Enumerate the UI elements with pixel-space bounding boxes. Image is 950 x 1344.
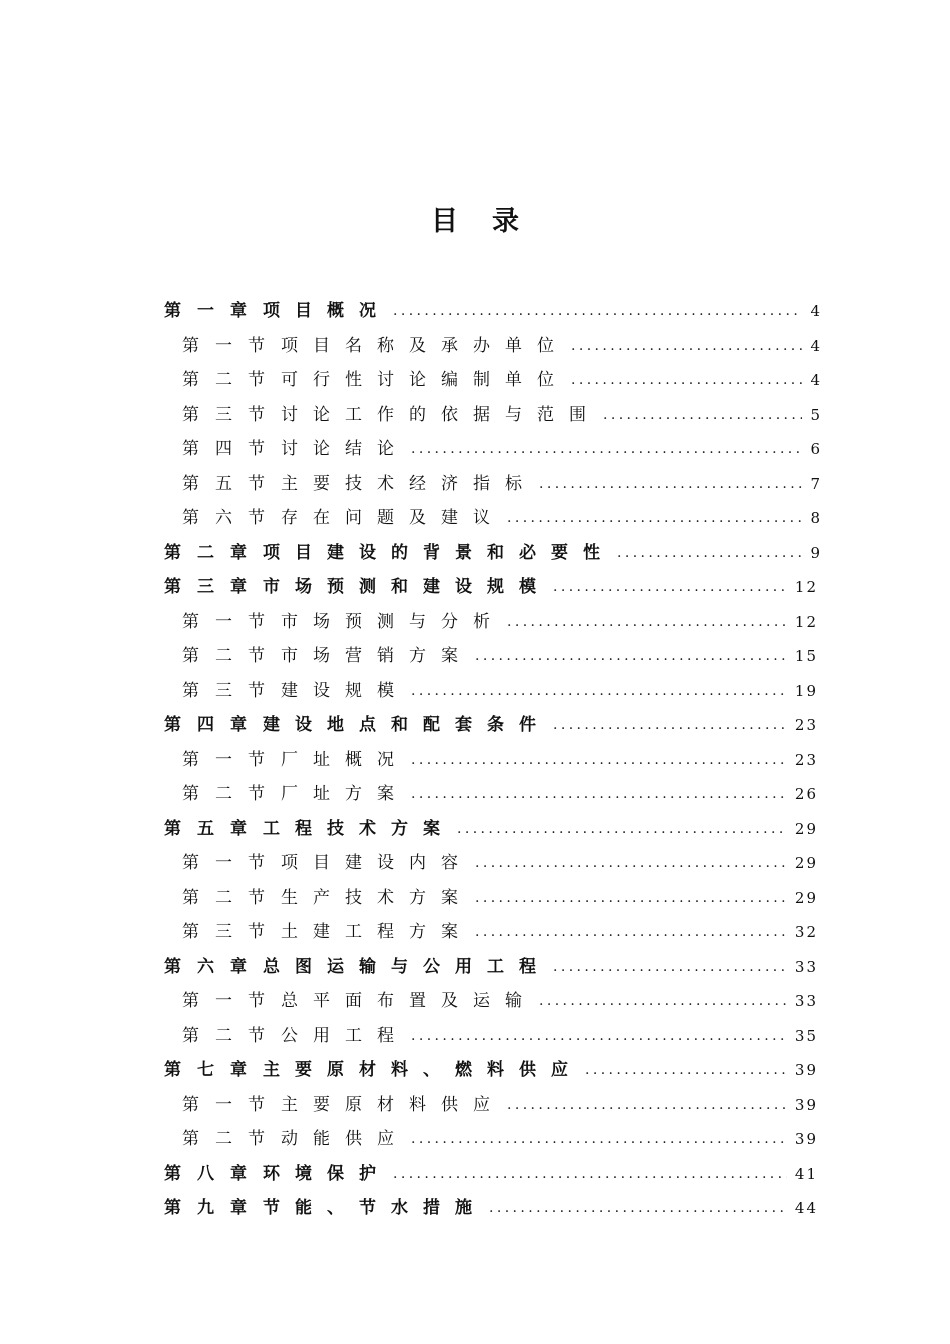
section-heading: 土建工程方案 — [281, 922, 473, 942]
section-number: 第四节 — [182, 439, 281, 459]
section-number: 第二节 — [182, 1025, 281, 1046]
dot-leader — [539, 469, 802, 499]
toc-entry-section[interactable] — [182, 1021, 818, 1051]
page-number: 29 — [794, 819, 818, 838]
section-heading: 动能供应 — [281, 1129, 409, 1149]
dot-leader — [489, 1193, 787, 1223]
section-number: 第六节 — [182, 508, 281, 528]
section-heading: 讨论结论 — [281, 439, 409, 459]
toc-entry-section[interactable] — [182, 986, 818, 1016]
toc-entry-section[interactable] — [182, 1124, 818, 1154]
dot-leader — [571, 365, 802, 395]
toc-entry-section[interactable] — [182, 641, 818, 671]
dot-leader — [585, 1055, 787, 1085]
toc-entry-section[interactable] — [182, 400, 822, 430]
section-heading: 可行性讨论编制单位 — [281, 370, 569, 390]
dot-leader — [571, 331, 802, 361]
chapter-heading: 环境保护 — [263, 1163, 391, 1184]
dot-leader — [507, 503, 802, 533]
chapter-heading: 建设地点和配套条件 — [263, 715, 551, 735]
section-number: 第二节 — [182, 887, 281, 908]
page-number: 4 — [810, 302, 822, 320]
section-heading: 公用工程 — [281, 1025, 409, 1046]
section-number: 第三节 — [182, 404, 281, 425]
dot-leader — [411, 1124, 787, 1154]
chapter-heading: 总图运输与公用工程 — [263, 956, 551, 977]
page-number: 7 — [810, 474, 822, 493]
chapter-heading: 主要原材料、燃料供应 — [263, 1060, 583, 1080]
section-heading: 市场预测与分析 — [281, 611, 505, 632]
chapter-number: 第九章 — [164, 1198, 263, 1218]
dot-leader — [411, 434, 802, 464]
section-heading: 存在问题及建议 — [281, 508, 505, 528]
page-number: 33 — [794, 957, 818, 976]
dot-leader — [393, 1159, 787, 1189]
toc-entry-section[interactable] — [182, 917, 818, 947]
page-number: 41 — [794, 1164, 818, 1183]
page-number: 5 — [810, 405, 822, 424]
toc-entry-section[interactable] — [182, 607, 818, 637]
dot-leader — [411, 745, 787, 775]
page-number: 23 — [794, 716, 818, 734]
page-number: 26 — [794, 785, 818, 803]
section-heading: 主要原材料供应 — [281, 1094, 505, 1115]
toc-entry-chapter[interactable] — [164, 1055, 818, 1085]
section-heading: 厂址概况 — [281, 749, 409, 770]
section-number: 第一节 — [182, 749, 281, 770]
toc-entry-section[interactable] — [182, 434, 822, 464]
section-heading: 项目名称及承办单位 — [281, 335, 569, 356]
page-number: 39 — [794, 1130, 818, 1148]
page-number: 29 — [794, 854, 818, 872]
page-number: 8 — [810, 509, 822, 527]
dot-leader — [507, 607, 787, 637]
dot-leader — [411, 1021, 787, 1051]
chapter-number: 第八章 — [164, 1163, 263, 1184]
dot-leader — [457, 814, 787, 844]
dot-leader — [553, 710, 787, 740]
page-number: 29 — [794, 888, 818, 907]
toc-entry-section[interactable] — [182, 848, 818, 878]
page-number: 32 — [794, 923, 818, 941]
chapter-number: 第四章 — [164, 715, 263, 735]
dot-leader — [475, 641, 787, 671]
toc-entry-section[interactable] — [182, 676, 818, 706]
chapter-heading: 市场预测和建设规模 — [263, 577, 551, 597]
section-number: 第二节 — [182, 370, 281, 390]
chapter-number: 第一章 — [164, 301, 263, 321]
page-number: 39 — [794, 1095, 818, 1114]
section-heading: 市场营销方案 — [281, 646, 473, 666]
chapter-number: 第二章 — [164, 542, 263, 563]
section-heading: 总平面布置及运输 — [281, 991, 537, 1011]
chapter-heading: 工程技术方案 — [263, 818, 455, 839]
page-number: 39 — [794, 1061, 818, 1079]
section-number: 第一节 — [182, 611, 281, 632]
page-number: 33 — [794, 992, 818, 1010]
section-number: 第一节 — [182, 853, 281, 873]
dot-leader — [411, 676, 787, 706]
section-heading: 主要技术经济指标 — [281, 473, 537, 494]
page-number: 4 — [810, 336, 822, 355]
toc-entry-chapter[interactable] — [164, 1159, 818, 1189]
page-number: 6 — [810, 440, 822, 458]
toc-entry-section[interactable] — [182, 883, 818, 913]
section-heading: 讨论工作的依据与范围 — [281, 404, 601, 425]
page-number: 12 — [794, 578, 818, 596]
dot-leader — [507, 1090, 787, 1120]
section-heading: 建设规模 — [281, 680, 409, 701]
section-heading: 厂址方案 — [281, 784, 409, 804]
toc-entry-chapter[interactable] — [164, 296, 822, 326]
section-number: 第三节 — [182, 922, 281, 942]
page-number: 12 — [794, 612, 818, 631]
toc-entry-chapter[interactable] — [164, 538, 822, 568]
chapter-heading: 项目概况 — [263, 301, 391, 321]
section-number: 第五节 — [182, 473, 281, 494]
chapter-number: 第五章 — [164, 818, 263, 839]
page-number: 35 — [794, 1026, 818, 1045]
section-number: 第二节 — [182, 784, 281, 804]
section-heading: 项目建设内容 — [281, 853, 473, 873]
toc-entry-chapter[interactable] — [164, 952, 818, 982]
dot-leader — [411, 779, 787, 809]
dot-leader — [553, 572, 787, 602]
page-number: 15 — [794, 647, 818, 665]
toc-entry-section[interactable] — [182, 469, 822, 499]
toc-entry-chapter[interactable] — [164, 1193, 818, 1223]
dot-leader — [475, 917, 787, 947]
page-number: 4 — [810, 371, 822, 389]
toc-entry-section[interactable] — [182, 365, 822, 395]
section-number: 第一节 — [182, 991, 281, 1011]
dot-leader — [539, 986, 787, 1016]
page-number: 19 — [794, 681, 818, 700]
chapter-number: 第六章 — [164, 956, 263, 977]
dot-leader — [553, 952, 787, 982]
chapter-number: 第七章 — [164, 1060, 263, 1080]
dot-leader — [475, 883, 787, 913]
toc-entry-section[interactable] — [182, 503, 822, 533]
section-number: 第二节 — [182, 1129, 281, 1149]
chapter-number: 第三章 — [164, 577, 263, 597]
toc-entry-chapter[interactable] — [164, 710, 818, 740]
dot-leader — [603, 400, 802, 430]
section-number: 第一节 — [182, 335, 281, 356]
dot-leader — [617, 538, 802, 568]
chapter-heading: 项目建设的背景和必要性 — [263, 542, 615, 563]
section-heading: 生产技术方案 — [281, 887, 473, 908]
toc-entry-section[interactable] — [182, 745, 818, 775]
chapter-heading: 节能、节水措施 — [263, 1198, 487, 1218]
page-number: 44 — [794, 1199, 818, 1217]
section-number: 第三节 — [182, 680, 281, 701]
toc-entry-section[interactable] — [182, 779, 818, 809]
toc-entry-section[interactable] — [182, 331, 822, 361]
section-number: 第二节 — [182, 646, 281, 666]
toc-entry-chapter[interactable] — [164, 814, 818, 844]
toc-entry-section[interactable] — [182, 1090, 818, 1120]
page-number: 9 — [810, 543, 822, 562]
dot-leader — [393, 296, 802, 326]
toc-entry-chapter[interactable] — [164, 572, 818, 602]
toc-title: 目录 — [431, 206, 553, 237]
section-number: 第一节 — [182, 1094, 281, 1115]
dot-leader — [475, 848, 787, 878]
page-number: 23 — [794, 750, 818, 769]
